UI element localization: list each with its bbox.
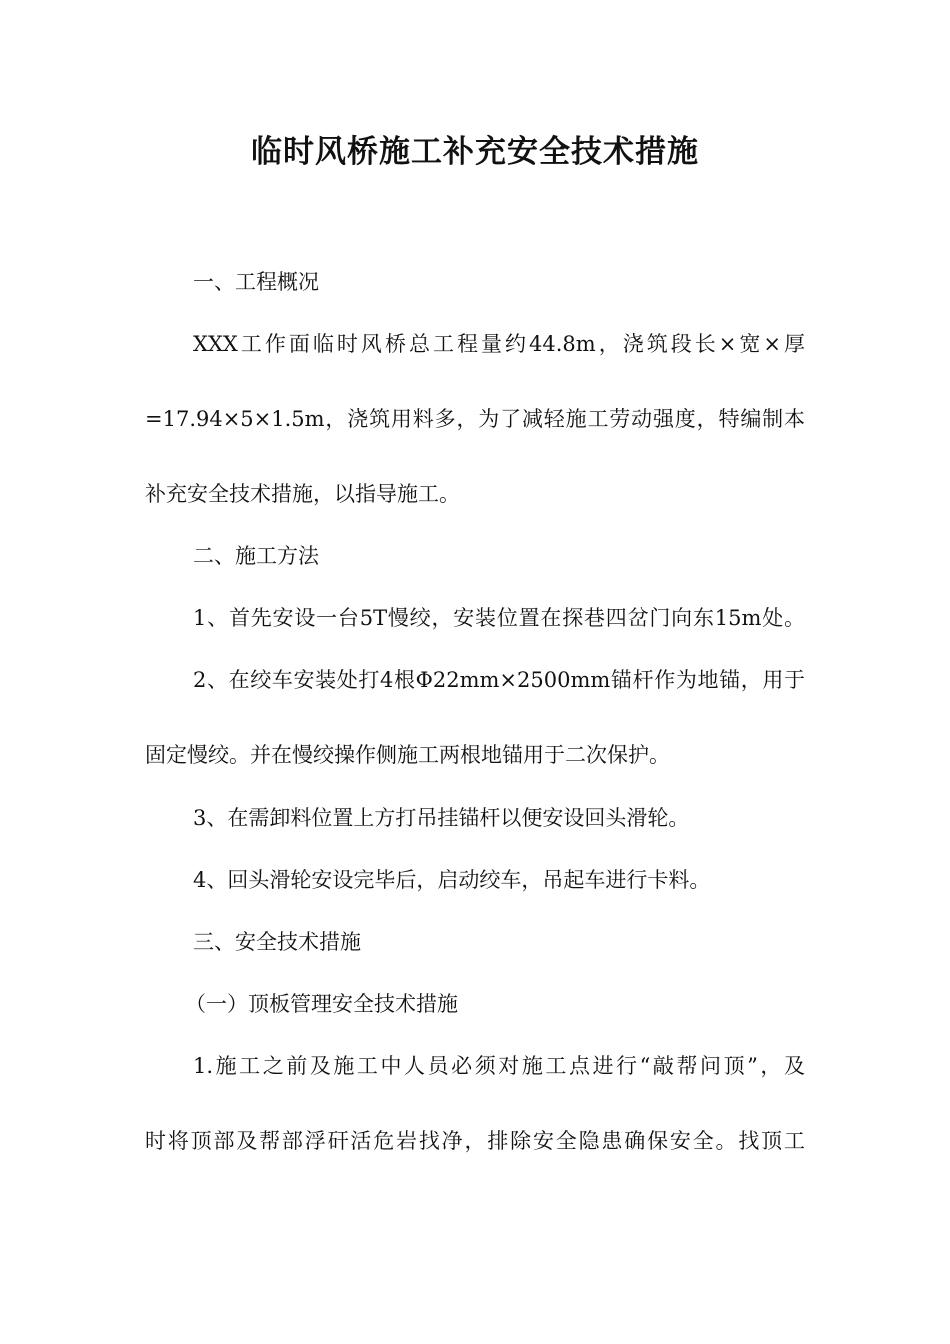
section-heading-overview: 一、工程概况 <box>193 270 319 294</box>
subsection-heading-roof: （一）顶板管理安全技术措施 <box>185 992 458 1016</box>
paragraph-line: 3、在需卸料位置上方打吊挂锚杆以便安设回头滑轮。 <box>193 806 690 830</box>
section-heading-method: 二、施工方法 <box>193 544 319 568</box>
paragraph-line: 1.施工之前及施工中人员必须对施工点进行“敲帮问顶”，及 <box>193 1054 805 1078</box>
paragraph-line: 补充安全技术措施，以指导施工。 <box>145 482 460 506</box>
paragraph-line: 固定慢绞。并在慢绞操作侧施工两根地锚用于二次保护。 <box>145 743 670 767</box>
paragraph-line: 1、首先安设一台5T慢绞，安装位置在探巷四岔门向东15m处。 <box>193 606 805 630</box>
section-heading-safety: 三、安全技术措施 <box>193 930 361 954</box>
paragraph-line: 时将顶部及帮部浮矸活危岩找净，排除安全隐患确保安全。找顶工 <box>145 1129 805 1153</box>
document-title: 临时风桥施工补充安全技术措施 <box>251 134 699 170</box>
paragraph-line: =17.94×5×1.5m，浇筑用料多，为了减轻施工劳动强度，特编制本 <box>145 407 805 431</box>
paragraph-line: 4、回头滑轮安设完毕后，启动绞车，吊起车进行卡料。 <box>193 868 711 892</box>
paragraph-line: 2、在绞车安装处打4根Φ22mm×2500mm锚杆作为地锚，用于 <box>193 668 805 692</box>
paragraph-line: XXX工作面临时风桥总工程量约44.8m，浇筑段长×宽×厚 <box>193 332 805 356</box>
